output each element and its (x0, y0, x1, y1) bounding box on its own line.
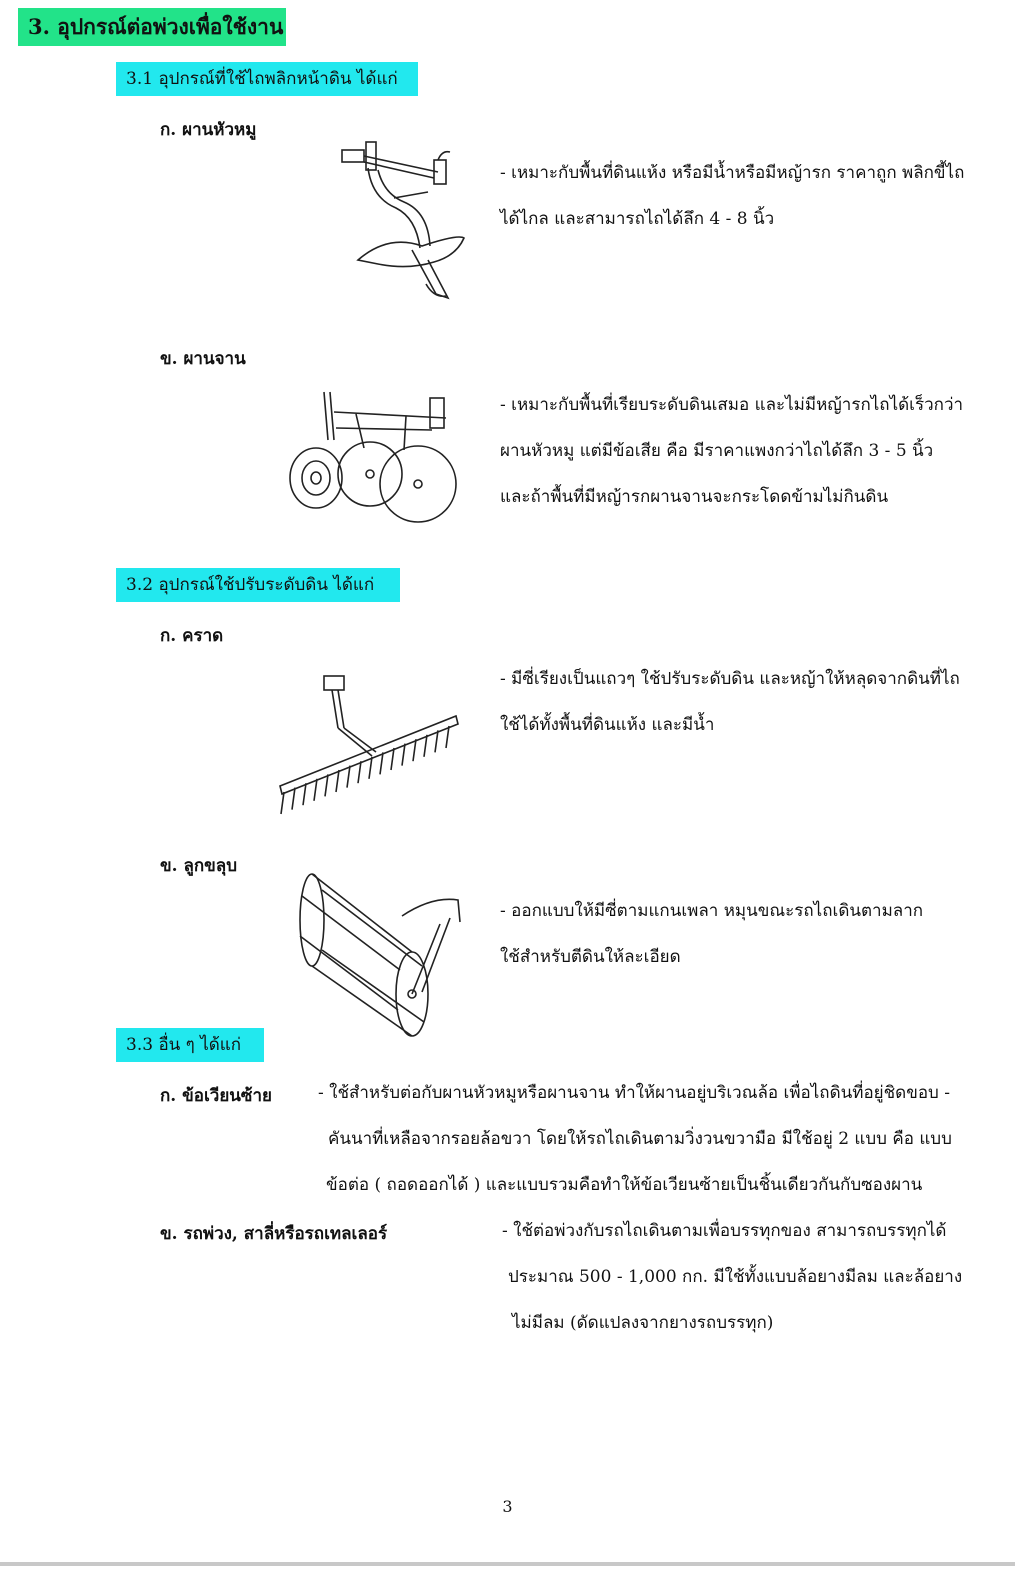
harrow-tooth (281, 792, 284, 814)
harrow-tooth (292, 788, 295, 810)
item-harrow-label: ก. คราด (160, 626, 224, 646)
item-left-turn-joint-label: ก. ข้อเวียนซ้าย (160, 1086, 272, 1106)
page-heading: 3. อุปกรณ์ต่อพ่วงเพื่อใช้งาน (18, 8, 286, 46)
section-3-2-title: 3.2 อุปกรณ์ใช้ปรับระดับดิน ได้แก่ (116, 568, 400, 602)
harrow-tooth (358, 761, 361, 783)
trailer-description (502, 1208, 962, 1346)
left-turn-joint-description (318, 1070, 952, 1208)
harrow-tooth (325, 774, 328, 796)
harrow-description (500, 656, 960, 748)
harrow-tooth (347, 766, 350, 788)
harrow-tooth (336, 770, 339, 792)
trailer-line-1: - ใช้ต่อพ่วงกับรถไถเดินตามเพื่อบรรทุกของ สามารถบรรทุกได้ (502, 1221, 947, 1241)
moldboard-plow-line-2: ได้ไกล และสามารถไถได้ลึก 4 - 8 นิ้ว (500, 209, 775, 229)
page-bottom-divider (0, 1562, 1015, 1566)
harrow-line-1: - มีซี่เรียงเป็นแถวๆ ใช้ปรับระดับดิน และหญ้าให้หลุดจากดินที่ไถ (500, 669, 960, 689)
item-disc-plow-label: ข. ผานจาน (160, 349, 246, 369)
left-turn-joint-line-2: คันนาที่เหลือจากรอยล้อขวา โดยให้รถไถเดินตามวิ่งวนขวามือ มีใช้อยู่ 2 แบบ คือ แบบ (328, 1129, 952, 1149)
disc-plow-illustration (286, 384, 468, 532)
puddler-line-2: ใช้สำหรับตีดินให้ละเอียด (500, 947, 681, 967)
moldboard-plow-illustration (338, 138, 468, 303)
page-number: 3 (502, 1497, 513, 1516)
disc-plow-line-2: ผานหัวหมู แต่มีข้อเสีย คือ มีราคาแพงกว่าไถได้ลึก 3 - 5 นิ้ว (500, 441, 934, 461)
disc-plow-line-1: - เหมาะกับพื้นที่เรียบระดับดินเสมอ และไม่มีหญ้ารกไถได้เร็วกว่า (500, 395, 964, 415)
disc-plow-description (500, 382, 963, 520)
harrow-tooth (303, 783, 306, 805)
harrow-line-2: ใช้ได้ทั้งพื้นที่ดินแห้ง และมีน้ำ (500, 715, 715, 735)
harrow-illustration (276, 668, 462, 824)
moldboard-plow-description (500, 150, 964, 242)
puddler-illustration (272, 866, 468, 1038)
harrow-tooth (314, 779, 317, 801)
moldboard-plow-line-1: - เหมาะกับพื้นที่ดินแห้ง หรือมีน้ำหรือมีหญ้ารก ราคาถูก พลิกขี้ไถ (500, 163, 965, 183)
puddler-description (500, 888, 923, 980)
trailer-line-3: ไม่มีลม (ดัดแปลงจากยางรถบรรทุก) (512, 1313, 774, 1333)
harrow-tooth (369, 757, 372, 779)
section-3-1-title: 3.1 อุปกรณ์ที่ใช้ไถพลิกหน้าดิน ได้แก่ (116, 62, 418, 96)
item-trailer-label: ข. รถพ่วง, สาลี่หรือรถเทลเลอร์ (160, 1224, 388, 1244)
item-moldboard-plow-label: ก. ผานหัวหมู (160, 120, 257, 140)
puddler-line-1: - ออกแบบให้มีซี่ตามแกนเพลา หมุนขณะรถไถเดินตามลาก (500, 901, 924, 921)
trailer-line-2: ประมาณ 500 - 1,000 กก. มีใช้ทั้งแบบล้อยางมีลม และล้อยาง (508, 1267, 963, 1287)
left-turn-joint-line-3: ข้อต่อ ( ถอดออกได้ ) และแบบรวมคือทำให้ข้อเวียนซ้ายเป็นชิ้นเดียวกันกับซองผาน (326, 1175, 923, 1195)
section-3-3-title: 3.3 อื่น ๆ ได้แก่ (116, 1028, 264, 1062)
disc-plow-line-3: และถ้าพื้นที่มีหญ้ารกผานจานจะกระโดดข้ามไม่กินดิน (500, 487, 889, 507)
item-puddler-label: ข. ลูกขลุบ (160, 856, 237, 876)
left-turn-joint-line-1: - ใช้สำหรับต่อกับผานหัวหมูหรือผานจาน ทำให้ผานอยู่บริเวณล้อ เพื่อไถดินที่อยู่ชิดขอบ - (318, 1083, 950, 1103)
